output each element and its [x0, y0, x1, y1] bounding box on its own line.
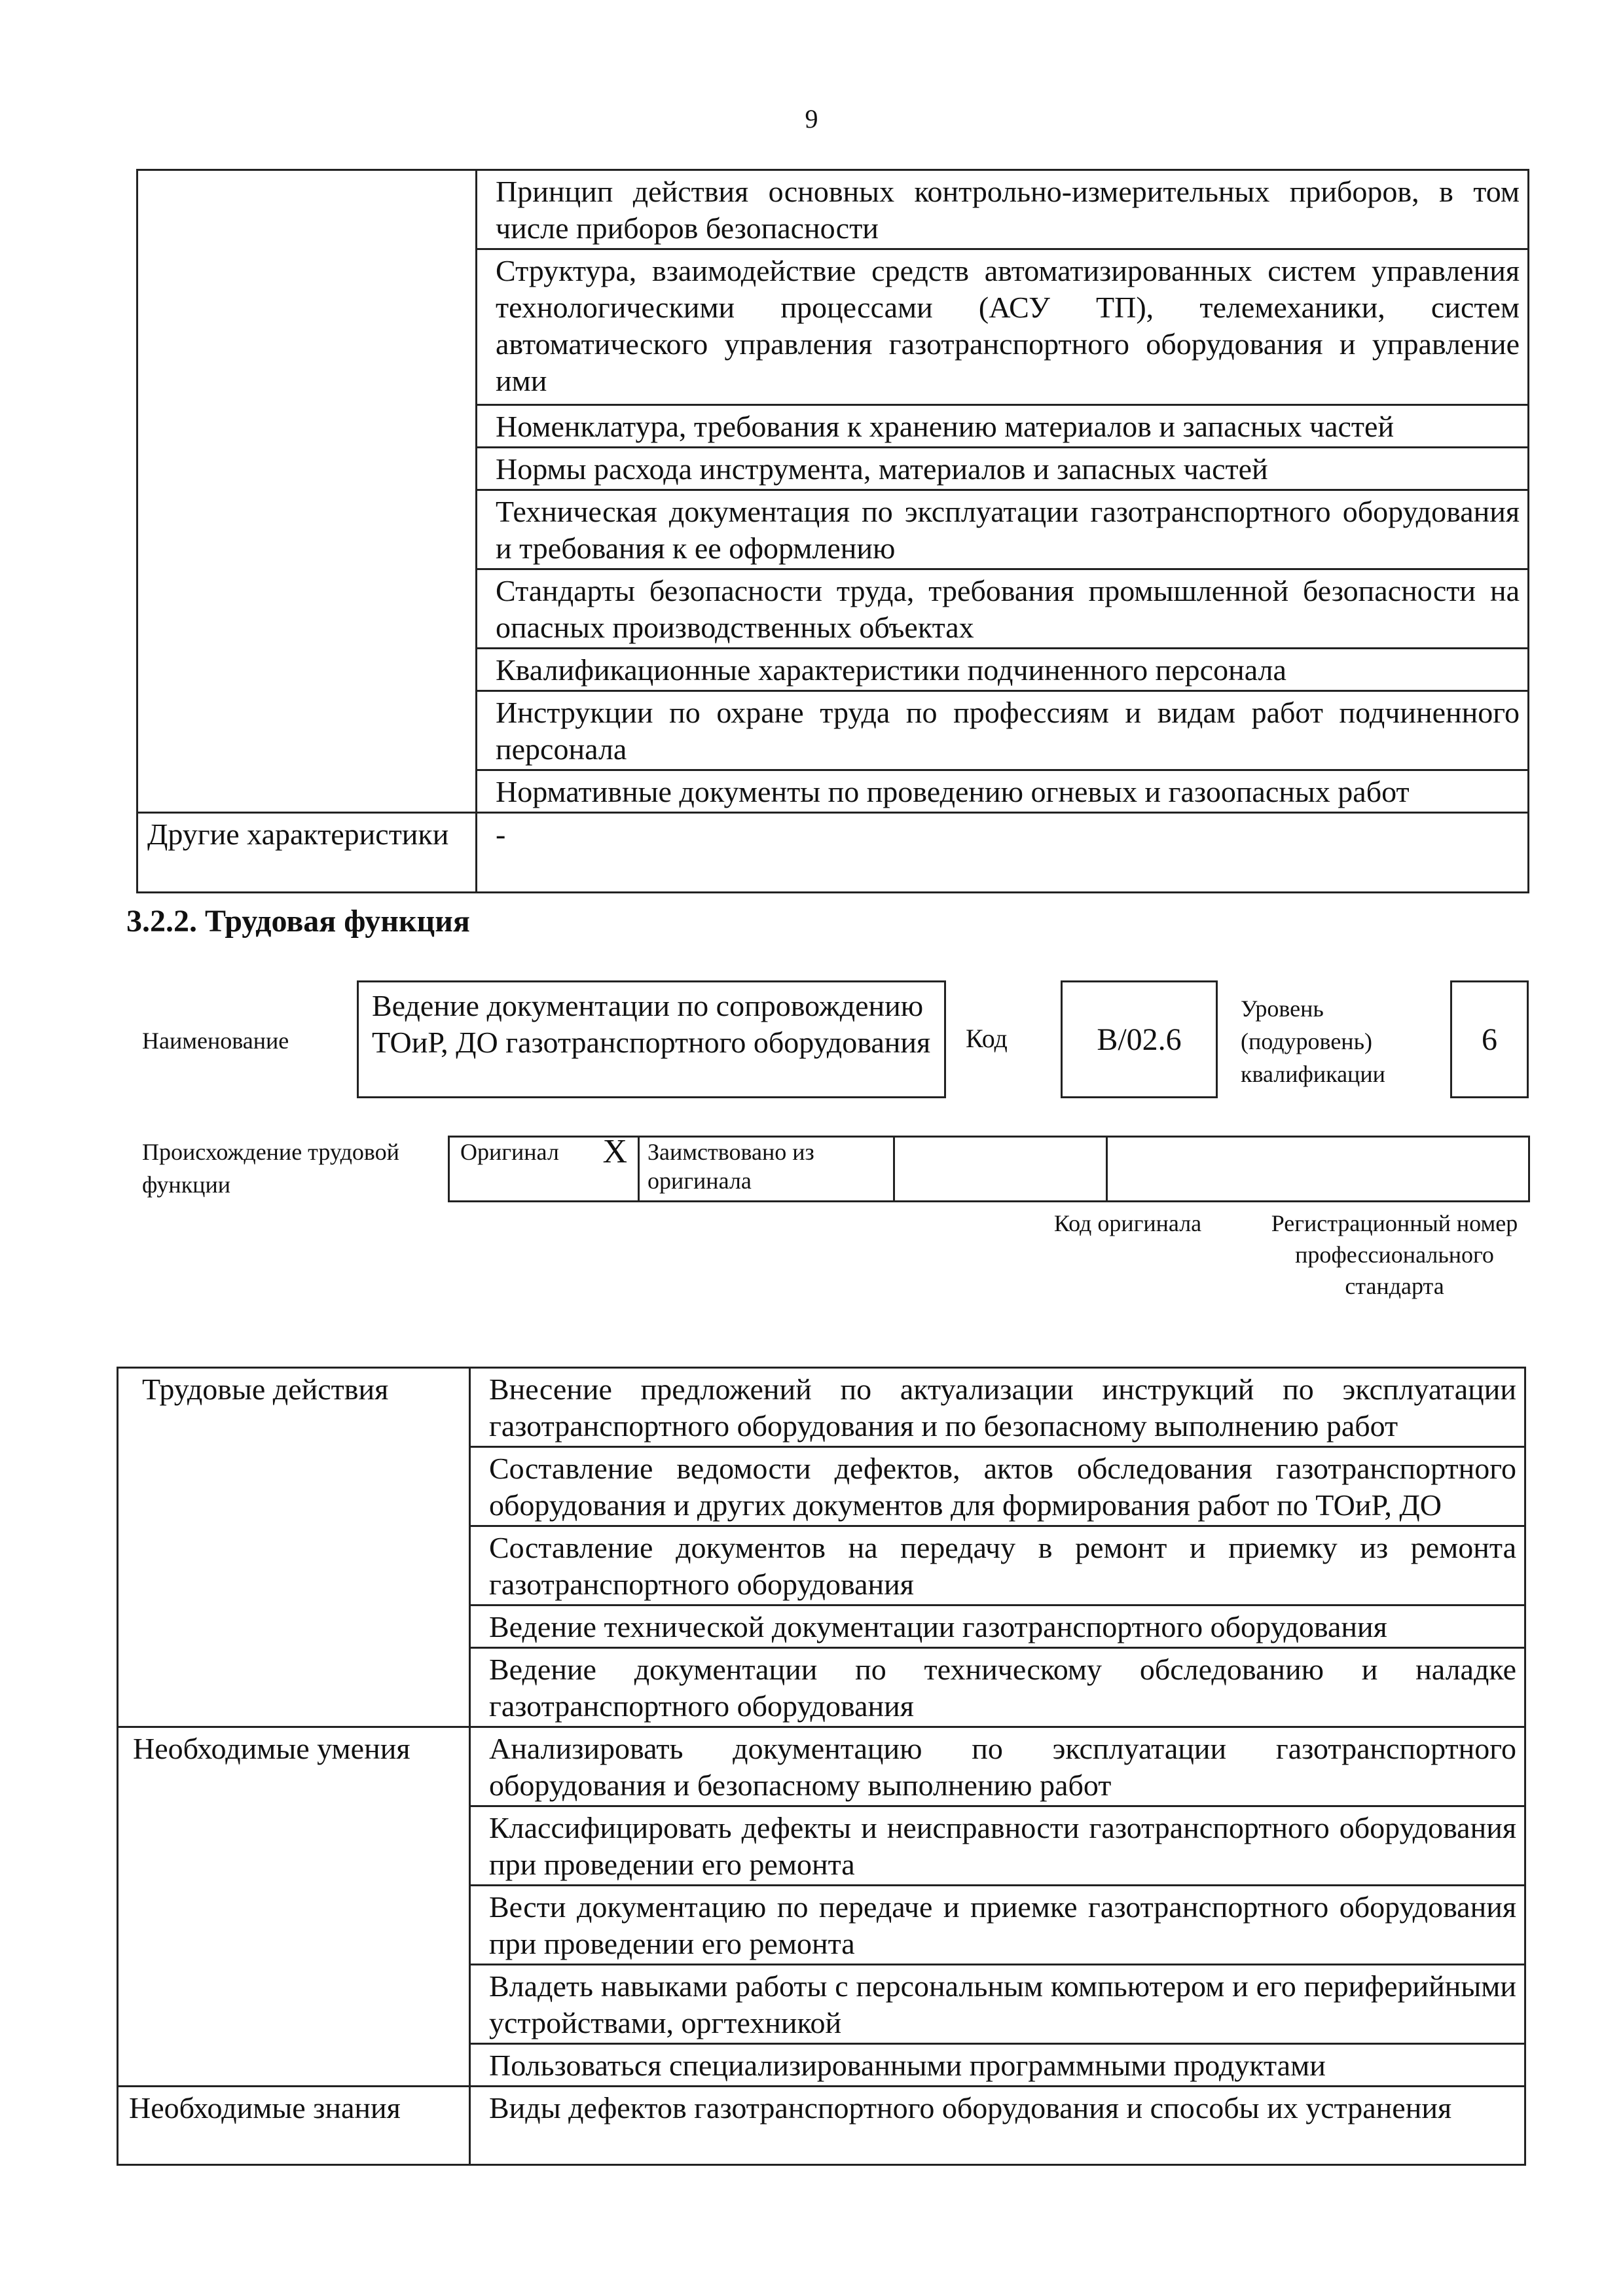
action-item: Составление документов на передачу в ремонт и приемку из ремонта газотранспортного оборудования — [470, 1526, 1525, 1605]
knowledge-item: Виды дефектов газотранспортного оборудования и способы их устранения — [470, 2087, 1525, 2165]
origin-label: Происхождение трудовой функции — [142, 1139, 399, 1198]
name-box — [357, 980, 946, 1098]
level-value: 6 — [1482, 1022, 1497, 1057]
page-number: 9 — [805, 104, 818, 134]
knowledge-item: Принцип действия основных контрольно-измерительных приборов, в том числе приборов безопасности — [477, 170, 1529, 249]
skill-item: Вести документацию по передаче и приемке газотранспортного оборудования при проведении его ремонта — [470, 1886, 1525, 1965]
knowledge-item: Стандарты безопасности труда, требования промышленной безопасности на опасных производственных объектах — [477, 569, 1529, 649]
action-item: Внесение предложений по актуализации инструкций по эксплуатации газотранспортного оборудования и по безопасному выполнению работ — [470, 1368, 1525, 1447]
labor-function-table — [117, 1367, 1526, 2166]
name-value: Ведение документации по сопровождению ТОиР, ДО газотранспортного оборудования — [372, 989, 931, 1059]
knowledge-item: Структура, взаимодействие средств автоматизированных систем управления технологическими процессами (АСУ ТП), телемеханики, систем автоматического управления газотранспортного оборудования и управление ими — [477, 249, 1529, 405]
action-item: Составление ведомости дефектов, актов обследования газотранспортного оборудования и других документов для формирования работ по ТОиР, ДО — [470, 1447, 1525, 1526]
code-label: Код — [966, 1024, 1008, 1053]
skill-item: Анализировать документацию по эксплуатации газотранспортного оборудования и безопасному выполнению работ — [470, 1727, 1525, 1806]
skills-label: Необходимые умения — [118, 1727, 470, 2087]
code-original-caption: Код оригинала — [1053, 1210, 1202, 1236]
skill-item: Владеть навыками работы с персональным компьютером и его периферийными устройствами, оргтехникой — [470, 1965, 1525, 2044]
reg-number-caption: Регистрационный номер профессионального стандарта — [1271, 1210, 1518, 1299]
code-box — [1061, 980, 1218, 1098]
origin-table — [448, 1133, 1530, 1202]
knowledge-item: Нормативные документы по проведению огневых и газоопасных работ — [477, 770, 1529, 813]
code-value: B/02.6 — [1097, 1022, 1182, 1057]
skill-item: Пользоваться специализированными программными продуктами — [470, 2044, 1525, 2087]
knowledge-label: Необходимые знания — [118, 2087, 470, 2165]
empty-label-cell — [137, 170, 477, 813]
skill-item: Классифицировать дефекты и неисправности газотранспортного оборудования при проведении его ремонта — [470, 1806, 1525, 1886]
borrowed-cell — [639, 1137, 894, 1202]
original-label: Оригинал — [460, 1139, 559, 1165]
level-label: Уровень (подуровень) квалификации — [1241, 996, 1385, 1087]
name-label: Наименование — [142, 1028, 289, 1054]
action-item: Ведение технической документации газотранспортного оборудования — [470, 1605, 1525, 1648]
other-characteristics-label: Другие характеристики — [137, 813, 477, 893]
code-original-cell — [894, 1137, 1107, 1202]
other-characteristics-value: - — [477, 813, 1529, 893]
action-item: Ведение документации по техническому обследованию и наладке газотранспортного оборудования — [470, 1648, 1525, 1727]
level-box — [1450, 980, 1529, 1098]
knowledge-item: Нормы расхода инструмента, материалов и запасных частей — [477, 448, 1529, 490]
reg-number-cell — [1107, 1137, 1529, 1202]
knowledge-item: Техническая документация по эксплуатации газотранспортного оборудования и требования к ее оформлению — [477, 490, 1529, 569]
knowledge-item: Инструкции по охране труда по профессиям и видам работ подчиненного персонала — [477, 691, 1529, 770]
original-mark: X — [602, 1133, 627, 1170]
knowledge-item: Квалификационные характеристики подчиненного персонала — [477, 649, 1529, 691]
borrowed-label: Заимствовано из оригинала — [647, 1139, 814, 1194]
original-cell — [449, 1133, 639, 1202]
knowledge-item: Номенклатура, требования к хранению материалов и запасных частей — [477, 405, 1529, 448]
actions-label: Трудовые действия — [118, 1368, 470, 1727]
section-title: 3.2.2. Трудовая функция — [126, 904, 470, 939]
top-knowledge-table — [136, 169, 1529, 893]
